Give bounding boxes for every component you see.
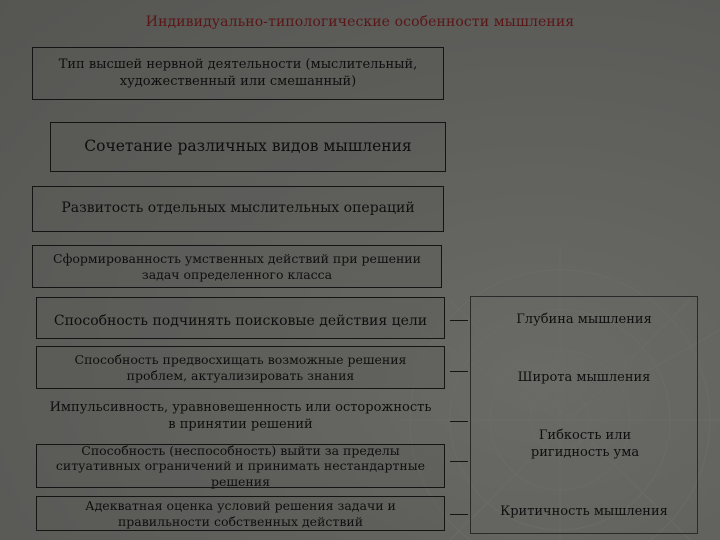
quality-flexibility-label: Гибкость или ригидность ума [530, 428, 640, 460]
box-mental-operations [32, 186, 444, 232]
quality-flexibility [510, 428, 660, 462]
box-mental-actions-formation-label: Сформированность умственных действий при решении задач определенного класса [53, 250, 421, 282]
box-goal-subordination-label: Способность подчинять поисковые действия цели [53, 313, 428, 330]
page-title: Индивидуально-типологические особенности мышления [145, 14, 575, 30]
quality-breadth [470, 370, 698, 387]
box-goal-subordination [36, 297, 445, 339]
quality-criticality-label: Критичность мышления [500, 504, 668, 519]
box-mental-operations-label: Развитость отдельных мыслительных операций [61, 200, 415, 217]
quality-depth [470, 312, 698, 329]
box-thinking-types-combination [50, 122, 446, 172]
box-mental-actions-formation [32, 245, 442, 288]
box-beyond-limits [36, 444, 445, 488]
box-adequate-evaluation [36, 496, 445, 531]
text-impulsivity-label: Импульсивность, уравновешенность или осторожность в принятии решений [49, 400, 432, 432]
box-thinking-types-combination-label: Сочетание различных видов мышления [84, 137, 412, 156]
quality-criticality [470, 504, 698, 521]
box-nervous-activity-type [32, 47, 444, 100]
box-adequate-evaluation-label: Адекватная оценка условий решения задачи и правильности собственных действий [85, 497, 396, 529]
connector-dash [450, 514, 468, 515]
text-impulsivity [38, 400, 443, 434]
connector-dash [450, 421, 468, 422]
thinking-qualities-panel [470, 296, 698, 534]
quality-breadth-label: Широта мышления [517, 370, 651, 385]
quality-depth-label: Глубина мышления [516, 312, 652, 327]
box-anticipation [36, 346, 445, 389]
connector-dash [450, 371, 468, 372]
box-beyond-limits-label: Способность (неспособность) выйти за пределы ситуативных ограничений и принимать нестандартные решения [55, 442, 426, 489]
box-anticipation-label: Способность предвосхищать возможные решения проблем, актуализировать знания [74, 351, 407, 383]
box-nervous-activity-type-label: Тип высшей нервной деятельности (мыслительный, художественный или смешанный) [58, 57, 418, 89]
connector-dash [450, 461, 468, 462]
connector-dash [450, 320, 468, 321]
